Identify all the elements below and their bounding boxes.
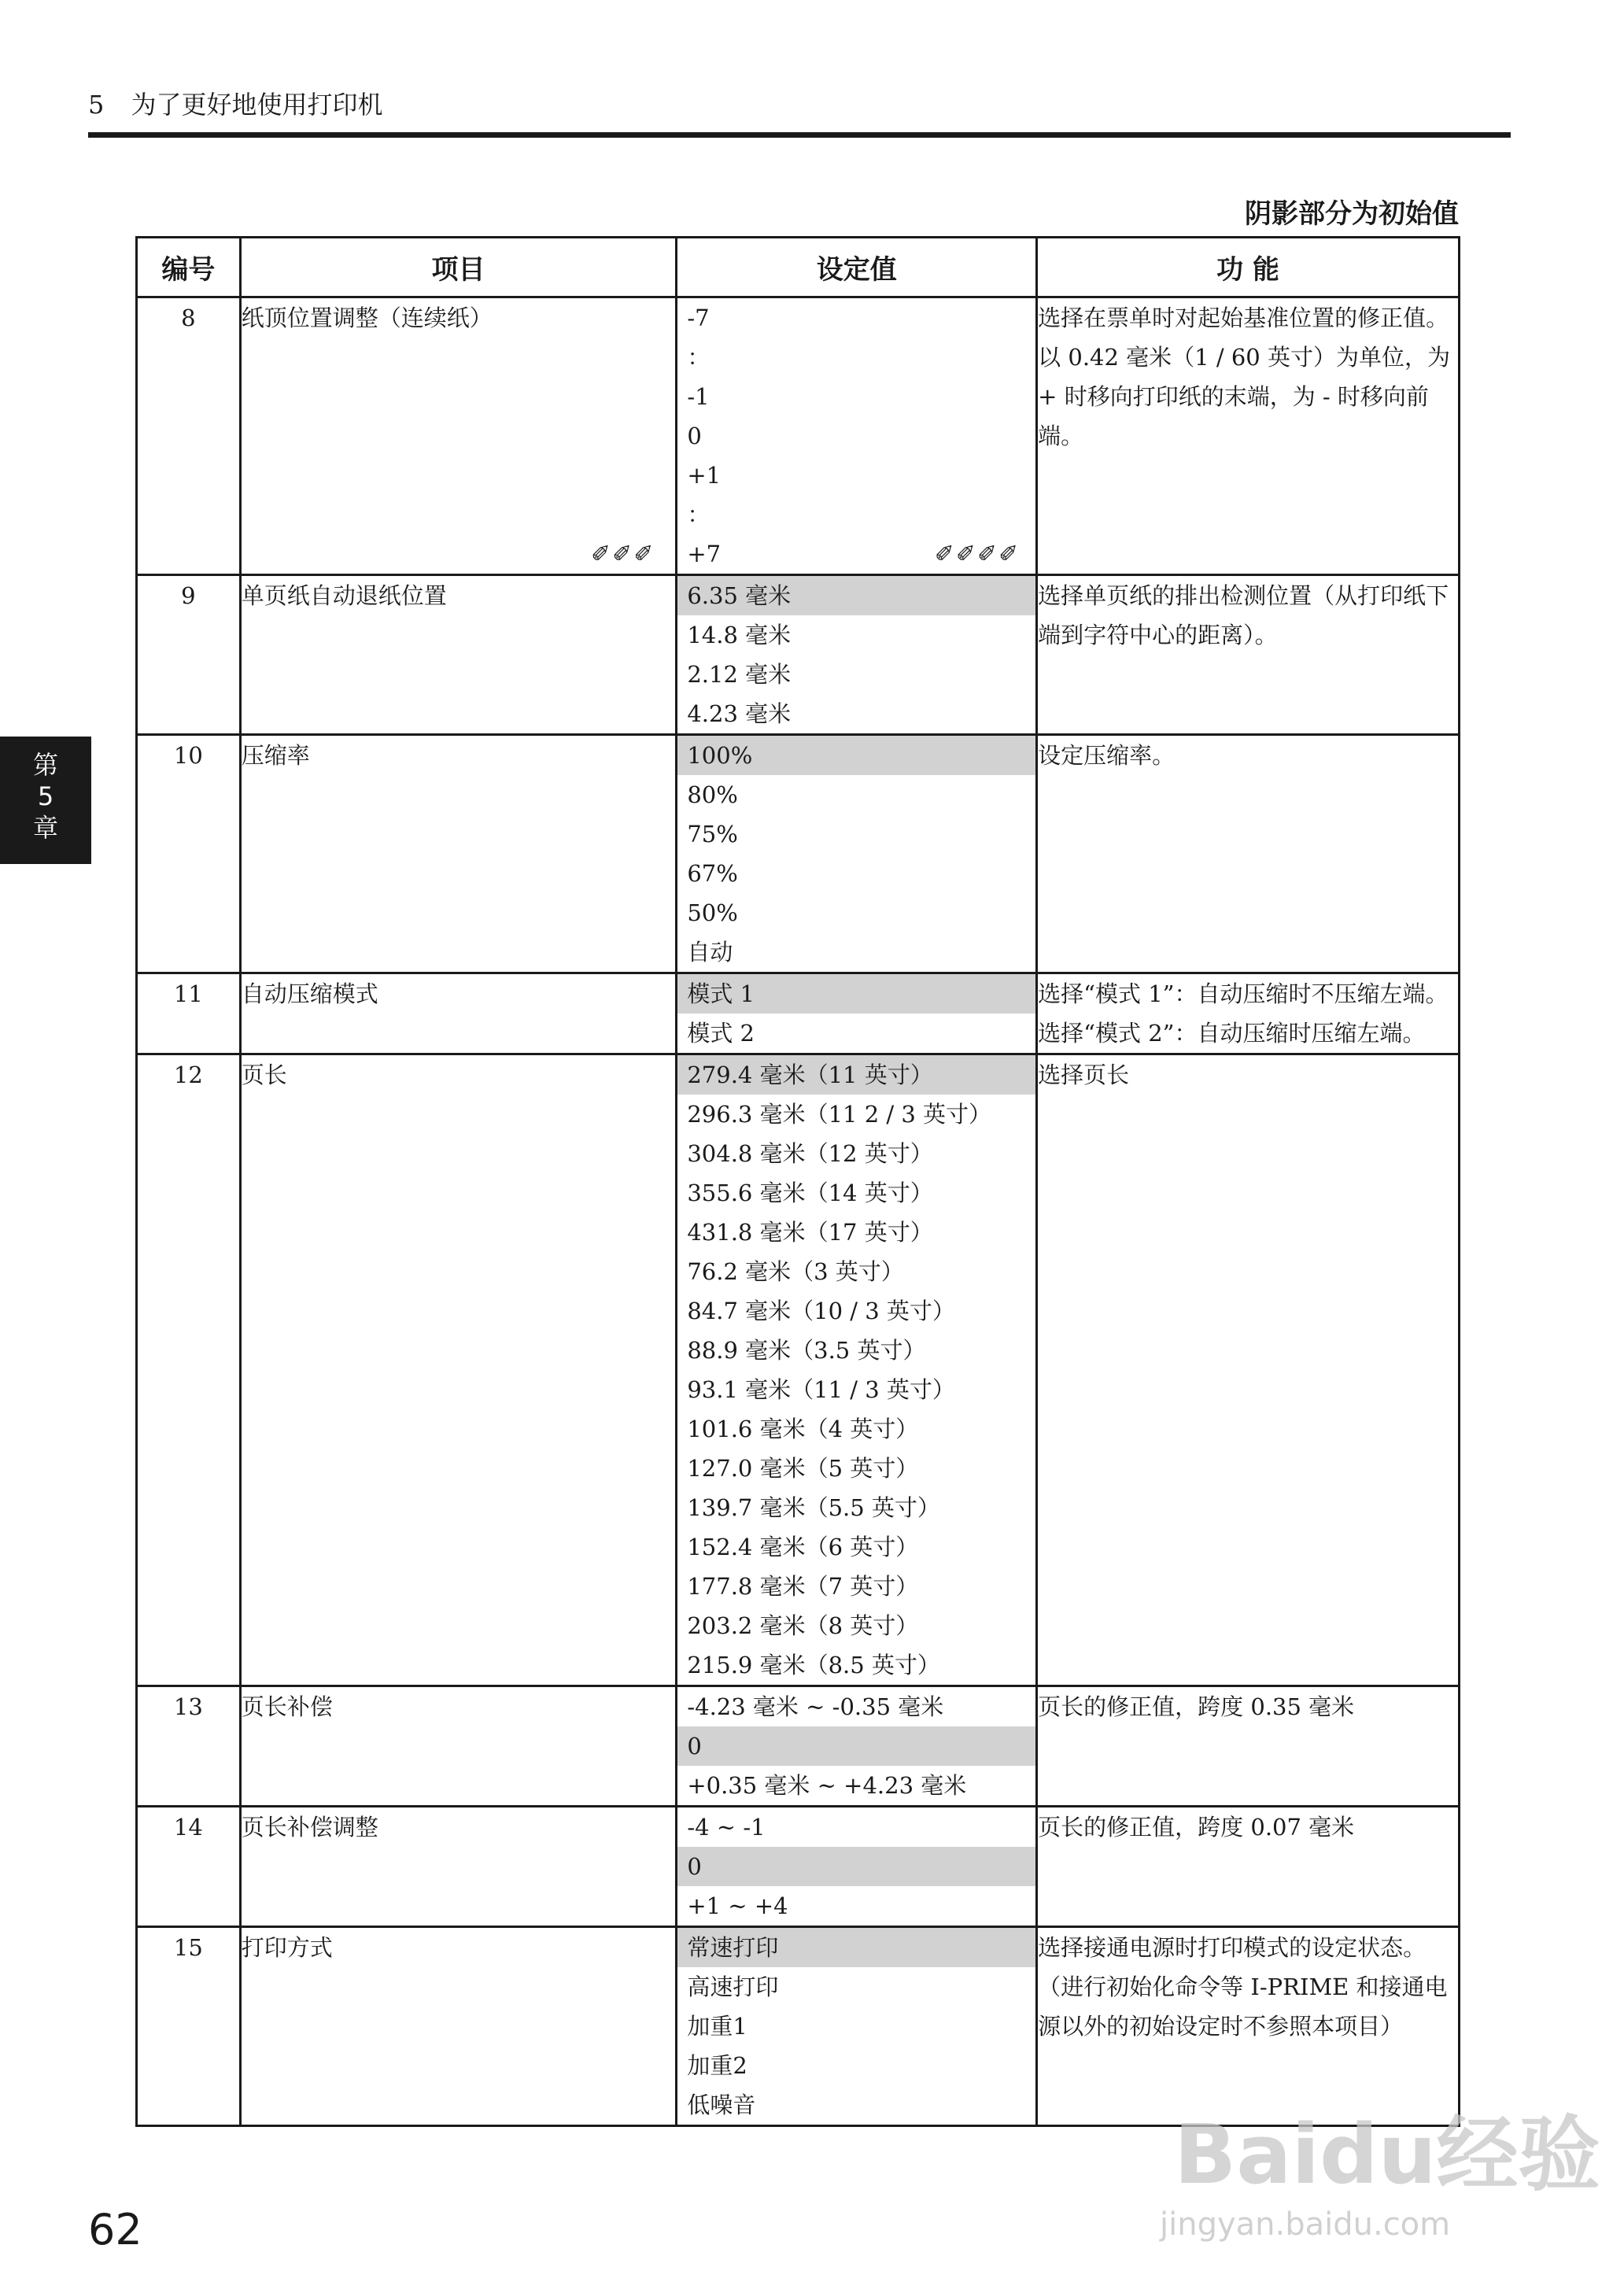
value-option: 431.8 毫米（17 英寸） (687, 1219, 933, 1246)
value-option: 84.7 毫米（10 / 3 英寸） (687, 1298, 955, 1324)
row-function (1037, 1927, 1460, 2126)
value-option-default: 模式 1 (677, 974, 1035, 1014)
function-text: 以 0.42 毫米（1 / 60 英寸）为单位，为 + 时移向打印纸的末端，为 - 时移向前端。 (1038, 344, 1450, 449)
value-option: 50% (687, 899, 738, 926)
value-option-default: 100% (677, 736, 1035, 775)
column-header-item: 项目 (240, 238, 677, 297)
header-rule (88, 132, 1511, 138)
row-function (1037, 973, 1460, 1054)
row-values (677, 1807, 1037, 1927)
table-row (137, 973, 1460, 1054)
row-values (677, 575, 1037, 735)
row-function (1037, 1807, 1460, 1927)
running-header (88, 85, 383, 121)
value-option: 自动 (687, 939, 733, 966)
value-option: 177.8 毫米（7 英寸） (687, 1573, 919, 1600)
value-option: 355.6 毫米（14 英寸） (687, 1180, 933, 1206)
value-option-default: 6.35 毫米 (677, 576, 1035, 615)
function-text: 选择“模式 1”：自动压缩时不压缩左端。 (1038, 980, 1449, 1007)
watermark-url: jingyan.baidu.com (1160, 2206, 1451, 2243)
value-option: 139.7 毫米（5.5 英寸） (687, 1494, 940, 1521)
value-option: -7 (687, 305, 710, 331)
row-number: 9 (137, 575, 241, 735)
header-chapter-number: 5 (88, 90, 105, 120)
row-values (677, 735, 1037, 973)
value-option: +7 (687, 541, 722, 567)
value-option: ： (687, 344, 710, 371)
row-item: 压缩率 (240, 735, 677, 973)
value-option: 80% (687, 781, 738, 808)
value-option: 0 (687, 423, 702, 449)
table-row (137, 1054, 1460, 1686)
chapter-tab-prefix: 第 (32, 750, 58, 780)
value-option: 215.9 毫米（8.5 英寸） (687, 1652, 940, 1678)
value-option: 加重2 (687, 2052, 747, 2079)
value-option-default: 279.4 毫米（11 英寸） (677, 1055, 1035, 1095)
function-text: 选择单页纸的排出检测位置（从打印纸下端到字符中心的距离）。 (1038, 582, 1449, 648)
row-values (677, 973, 1037, 1054)
watermark-logo: Baidu经验 (1174, 2107, 1600, 2203)
value-option-default: 0 (677, 1726, 1035, 1766)
value-option-default: 0 (677, 1847, 1035, 1886)
page-number: 62 (88, 2205, 142, 2254)
row-values (677, 1927, 1037, 2126)
value-option-default: 常速打印 (677, 1928, 1035, 1967)
row-number: 10 (137, 735, 241, 973)
value-option: 高速打印 (687, 1974, 779, 2000)
function-text: 选择页长 (1038, 1062, 1130, 1088)
function-text: 设定压缩率。 (1038, 742, 1176, 769)
value-option: 模式 2 (687, 1020, 755, 1047)
value-option: -1 (687, 383, 710, 410)
table-header-row (137, 238, 1460, 297)
shading-note: 阴影部分为初始值 (1245, 198, 1459, 230)
row-values (677, 297, 1037, 575)
pencil-icon: ✐✐✐ (590, 541, 655, 568)
row-values (677, 1686, 1037, 1807)
row-function (1037, 735, 1460, 973)
value-option: 4.23 毫米 (687, 700, 792, 727)
value-option: -4 ~ -1 (687, 1814, 766, 1841)
value-option: 101.6 毫米（4 英寸） (687, 1416, 919, 1442)
row-function (1037, 1686, 1460, 1807)
row-item-label: 纸顶位置调整（连续纸） (241, 305, 493, 331)
table-row (137, 297, 1460, 575)
function-text: 选择在票单时对起始基准位置的修正值。 (1038, 305, 1449, 331)
value-option: 76.2 毫米（3 英寸） (687, 1258, 904, 1285)
row-values (677, 1054, 1037, 1686)
table-row (137, 1927, 1460, 2126)
header-title: 为了更好地使用打印机 (131, 90, 383, 120)
function-text: 页长的修正值，跨度 0.07 毫米 (1038, 1814, 1355, 1841)
value-option: +1 (687, 462, 722, 489)
value-option: 203.2 毫米（8 英寸） (687, 1612, 919, 1639)
row-item: 页长补偿调整 (240, 1807, 677, 1927)
row-item: 单页纸自动退纸位置 (240, 575, 677, 735)
settings-table (135, 236, 1460, 2127)
row-number: 11 (137, 973, 241, 1054)
row-item: 页长补偿 (240, 1686, 677, 1807)
row-item (240, 297, 677, 575)
value-option: 127.0 毫米（5 英寸） (687, 1455, 919, 1482)
function-text: 选择接通电源时打印模式的设定状态。（进行初始化命令等 I-PRIME 和接通电源以外的初始设定时不参照本项目） (1038, 1934, 1448, 2040)
row-function (1037, 297, 1460, 575)
value-option: 93.1 毫米（11 / 3 英寸） (687, 1376, 955, 1403)
value-option: 304.8 毫米（12 英寸） (687, 1140, 933, 1167)
value-option: 67% (687, 860, 738, 887)
value-option: 14.8 毫米 (687, 622, 792, 648)
function-text: 选择“模式 2”：自动压缩时压缩左端。 (1038, 1020, 1426, 1047)
value-option: 152.4 毫米（6 英寸） (687, 1534, 919, 1560)
chapter-tab (0, 737, 91, 864)
row-number: 8 (137, 297, 241, 575)
table-row (137, 735, 1460, 973)
row-item: 打印方式 (240, 1927, 677, 2126)
column-header-no: 编号 (137, 238, 241, 297)
table-row (137, 1807, 1460, 1927)
table-row (137, 1686, 1460, 1807)
column-header-function: 功 能 (1037, 238, 1460, 297)
value-option: 2.12 毫米 (687, 661, 792, 688)
chapter-tab-suffix: 章 (32, 813, 58, 843)
value-option: +1 ~ +4 (687, 1892, 788, 1919)
value-option: +0.35 毫米 ~ +4.23 毫米 (687, 1772, 967, 1799)
value-option: ： (687, 501, 710, 528)
row-number: 14 (137, 1807, 241, 1927)
row-number: 12 (137, 1054, 241, 1686)
row-number: 15 (137, 1927, 241, 2126)
chapter-tab-number: 5 (37, 781, 54, 811)
row-item: 自动压缩模式 (240, 973, 677, 1054)
table-row (137, 575, 1460, 735)
row-number: 13 (137, 1686, 241, 1807)
value-option: 88.9 毫米（3.5 英寸） (687, 1337, 926, 1364)
row-function (1037, 575, 1460, 735)
row-function (1037, 1054, 1460, 1686)
function-text: 页长的修正值，跨度 0.35 毫米 (1038, 1693, 1355, 1720)
value-option: 低噪音 (687, 2092, 756, 2118)
pencil-icon: ✐✐✐✐ (934, 541, 1021, 568)
value-option: 296.3 毫米（11 2 / 3 英寸） (687, 1101, 992, 1128)
value-option: 加重1 (687, 2013, 747, 2040)
value-option: -4.23 毫米 ~ -0.35 毫米 (687, 1693, 944, 1720)
row-item: 页长 (240, 1054, 677, 1686)
value-option: 75% (687, 821, 738, 847)
column-header-value: 设定值 (677, 238, 1037, 297)
